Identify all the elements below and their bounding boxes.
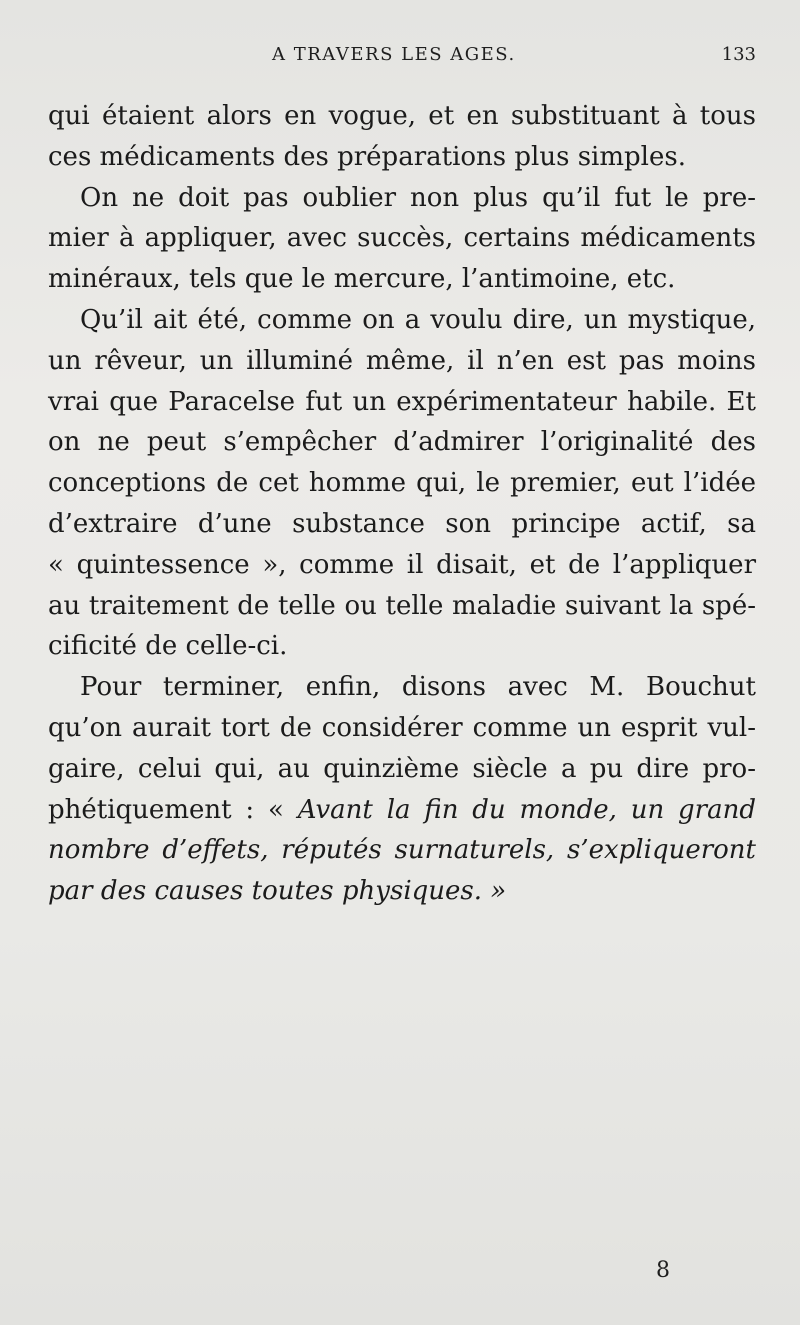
opening-quote: « <box>268 794 284 825</box>
text-line: ces médicaments des préparations plus simples. <box>48 141 686 172</box>
text-line: on ne peut s’empêcher d’admirer l’originalité des <box>48 427 756 458</box>
running-title: A TRAVERS LES AGES. <box>272 44 516 65</box>
text-line: d’extraire d’une substance son principe actif, sa <box>48 508 756 539</box>
text-line: vrai que Paracelse fut un expérimentateur habile. Et <box>48 386 756 417</box>
text-line: On ne doit pas oublier non plus qu’il fut le pre- <box>80 182 756 213</box>
page-number: 133 <box>721 44 756 65</box>
text-line: mier à appliquer, avec succès, certains médicaments <box>48 223 756 254</box>
text-line: un rêveur, un illuminé même, il n’en est pas moins <box>48 345 756 376</box>
text-line: par des causes toutes physiques. » <box>48 876 507 907</box>
running-head <box>0 44 800 74</box>
text-line: nombre d’effets, réputés surnaturels, s’expliqueront <box>48 835 756 866</box>
text-line: qu’on aurait tort de considérer comme un esprit vul- <box>48 712 756 743</box>
text-line: conceptions de cet homme qui, le premier, eut l’idée <box>48 468 756 499</box>
text-line: gaire, celui qui, au quinzième siècle a pu dire pro- <box>48 753 756 784</box>
text-fragment: phétiquement : <box>48 794 268 825</box>
text-line: qui étaient alors en vogue, et en substituant à tous <box>48 101 756 131</box>
text-line: au traitement de telle ou telle maladie suivant la spé- <box>48 590 756 621</box>
body-text <box>48 96 756 912</box>
text-line: Qu’il ait été, comme on a voulu dire, un mystique, <box>80 304 756 335</box>
italic-quote: Avant la fin du monde, un grand <box>297 794 756 825</box>
text-line: « quintessence », comme il disait, et de l’appliquer <box>48 549 756 580</box>
text-line: Pour terminer, enfin, disons avec M. Bouchut <box>80 672 756 703</box>
text-line: cificité de celle-ci. <box>48 631 288 662</box>
text-line <box>48 790 756 831</box>
signature-mark: 8 <box>656 1258 670 1283</box>
text-line: minéraux, tels que le mercure, l’antimoine, etc. <box>48 264 676 295</box>
